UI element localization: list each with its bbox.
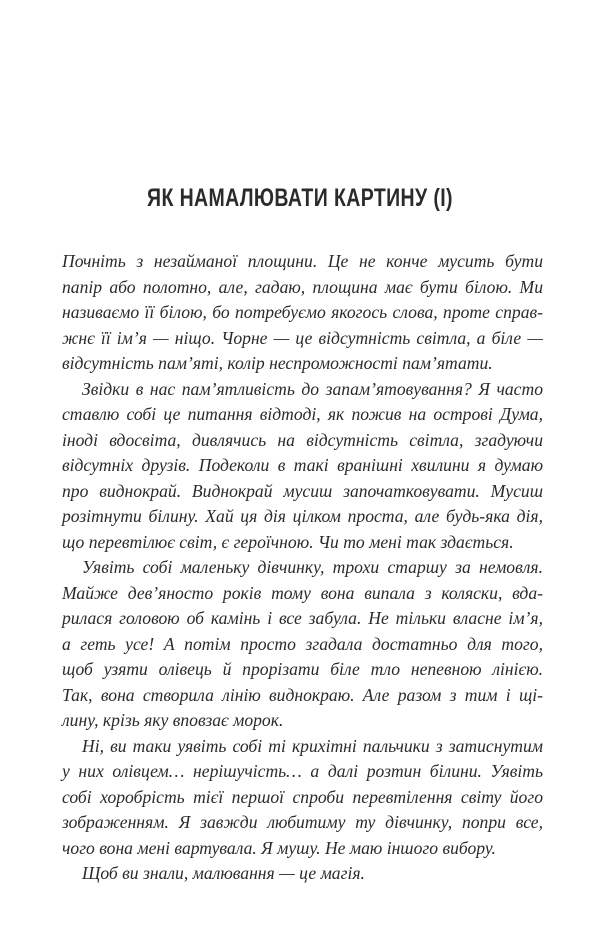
text-line: іноді вдосвіта, дивлячись на відсутність світла, згадуючи <box>62 429 543 450</box>
paragraph-5 <box>62 861 543 887</box>
text-line: а геть усе! А потім просто згадала достатньо для того, <box>62 633 543 654</box>
text-line: відсутність пам’яті, колір неспроможності пам’ятати. <box>62 353 493 373</box>
text-line: Уявіть собі маленьку дівчинку, трохи старшу за немовля. <box>82 557 543 577</box>
chapter-title: ЯК НАМАЛЮВАТИ КАРТИНУ (І) <box>147 184 453 212</box>
text-line: Так, вона створила лінію виднокраю. Але разом з тим і щі- <box>62 684 543 705</box>
text-line: відсутніх друзів. Подеколи в такі вранішні хвилини я думаю <box>62 455 543 475</box>
text-line: Майже дев’яносто років тому вона випала з коляски, вда- <box>62 582 543 603</box>
text-line: Щоб ви знали, малювання — це магія. <box>82 863 365 883</box>
text-line: ставлю собі це питання відтоді, як пожив на острові Дума, <box>62 404 543 424</box>
text-line: зображенням. Я завжди любитиму ту дівчинку, попри все, <box>62 812 543 832</box>
text-line: у них олівцем… нерішучість… а далі розтин білини. Уявіть <box>62 761 543 781</box>
text-line: собі хоробрість тієї першої спроби перевтілення світу його <box>62 786 543 807</box>
text-line: чого вона мені вартувала. Я мушу. Не маю іншого вибору. <box>62 837 496 858</box>
text-line: щоб узяти олівець й прорізати біле тло непевною лінією. <box>62 659 543 679</box>
paragraph-2 <box>62 377 543 556</box>
text-line: розітнути білину. Хай ця дія цілком проста, але будь-яка дія, <box>62 506 543 526</box>
paragraph-4 <box>62 734 543 862</box>
text-line: папір або полотно, але, гадаю, площина має бути білою. Ми <box>62 276 543 297</box>
text-line: лину, крізь яку вповзає морок. <box>62 710 284 730</box>
text-line: Звідки в нас пам’ятливість до запам’ятовування? Я часто <box>82 378 543 399</box>
text-line: про виднокрай. Виднокрай мусиш започатковувати. Мусиш <box>62 480 543 501</box>
text-line: рилася головою об камінь і все забула. Не тільки власне ім’я, <box>62 608 543 628</box>
text-line: Почніть з незайманої площини. Це не конче мусить бути <box>62 251 543 271</box>
paragraph-3 <box>62 555 543 734</box>
text-line: жнє її ім’я — ніщо. Чорне — це відсутність світла, а біле — <box>62 327 543 348</box>
paragraph-1 <box>62 249 543 377</box>
text-line: що перевтілює світ, є героїчною. Чи то мені так здається. <box>62 531 514 552</box>
text-line: називаємо її білою, бо потребуємо якогось слова, проте справ- <box>62 302 543 322</box>
chapter-body <box>62 249 543 887</box>
text-line: Ні, ви таки уявіть собі ті крихітні пальчики з затиснутим <box>82 735 543 756</box>
